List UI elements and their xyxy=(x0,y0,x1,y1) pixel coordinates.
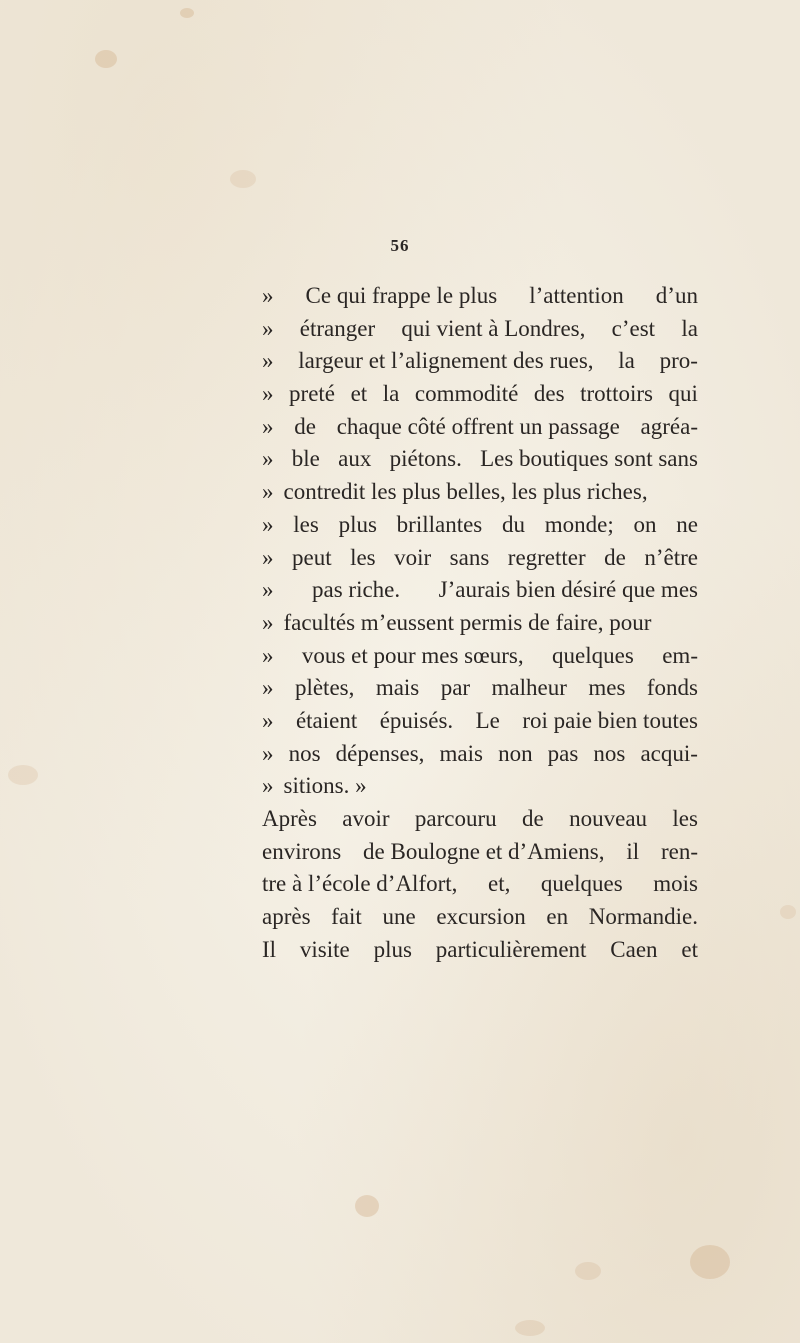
word: la xyxy=(681,315,698,341)
quote-marker: » xyxy=(262,609,274,635)
text-line xyxy=(262,574,698,607)
quote-marker: » xyxy=(262,544,274,570)
word: Normandie. xyxy=(588,904,698,930)
word: d’un xyxy=(655,283,698,308)
quote-marker: » xyxy=(262,413,274,439)
word: étranger xyxy=(299,315,376,341)
word: de Boulogne et d’Amiens, xyxy=(363,838,605,864)
word: largeur et l’alignement des rues, xyxy=(298,348,594,374)
text-line xyxy=(262,934,698,967)
word: regretter xyxy=(507,544,586,570)
quote-marker: » xyxy=(262,381,274,407)
word: roi paie bien toutes xyxy=(522,707,698,733)
foxing-stain xyxy=(8,765,38,785)
word: Il xyxy=(262,936,277,962)
word: voir xyxy=(394,544,432,570)
word: la xyxy=(382,381,400,407)
quote-marker: » xyxy=(262,675,274,701)
word: après xyxy=(262,904,311,930)
text-line xyxy=(262,868,698,901)
word: nos xyxy=(288,740,321,766)
word: visite xyxy=(299,936,350,962)
word: étaient xyxy=(295,707,358,733)
word: la xyxy=(618,348,635,374)
word: du xyxy=(502,511,525,537)
word: agréa- xyxy=(640,413,698,439)
foxing-stain xyxy=(780,905,796,919)
word: J’aurais bien désiré que mes xyxy=(438,577,698,603)
word: de xyxy=(522,806,544,831)
text-line xyxy=(262,803,698,836)
word: quelques xyxy=(552,642,634,668)
word: aux xyxy=(338,446,372,472)
word: malheur xyxy=(491,675,567,701)
word: les xyxy=(293,511,319,537)
foxing-stain xyxy=(690,1245,730,1279)
foxing-stain xyxy=(95,50,117,68)
text-line xyxy=(262,280,698,313)
quote-marker: » xyxy=(262,740,274,766)
word: commodité xyxy=(414,381,519,407)
word: Les boutiques sont sans xyxy=(480,446,698,472)
text-line xyxy=(262,738,698,771)
word: excursion xyxy=(436,904,526,930)
word: facultés m’eussent permis de faire, pour xyxy=(283,609,652,635)
word: ne xyxy=(676,511,698,537)
word: nouveau xyxy=(569,806,648,831)
word: Le xyxy=(475,707,500,733)
word: em- xyxy=(662,642,698,668)
word: plus xyxy=(373,936,412,962)
word: ren- xyxy=(660,838,698,864)
text-line xyxy=(262,378,698,411)
word: acqui- xyxy=(640,740,698,766)
word: non xyxy=(498,740,533,766)
word: monde; xyxy=(544,511,614,537)
word: particulièrement xyxy=(435,936,587,962)
text-line xyxy=(262,443,698,476)
word: pas xyxy=(547,740,579,766)
quote-marker: » xyxy=(262,348,274,374)
text-line xyxy=(262,607,698,640)
word: trottoirs xyxy=(580,381,653,407)
word: et xyxy=(681,936,698,962)
word: vous et pour mes sœurs, xyxy=(301,642,524,668)
foxing-stain xyxy=(575,1262,601,1280)
word: mes xyxy=(588,675,626,701)
word: en xyxy=(546,904,569,930)
text-line xyxy=(262,509,698,542)
quote-marker: » xyxy=(262,511,274,537)
quote-marker: » xyxy=(262,642,274,668)
word: de xyxy=(604,544,626,570)
word: piétons. xyxy=(389,446,462,472)
word: environs xyxy=(262,838,342,864)
word: parcouru xyxy=(414,806,497,831)
word: Caen xyxy=(610,936,658,962)
quote-marker: » xyxy=(262,773,274,799)
word: sitions. » xyxy=(283,773,367,799)
body-text xyxy=(262,280,698,966)
word: fonds xyxy=(646,675,698,701)
word: contredit les plus belles, les plus riches, xyxy=(283,479,648,505)
word: plus xyxy=(338,511,377,537)
text-line xyxy=(262,672,698,705)
text-line xyxy=(262,542,698,575)
foxing-stain xyxy=(180,8,194,18)
word: une xyxy=(382,904,416,930)
foxing-stain xyxy=(515,1320,545,1336)
text-line xyxy=(262,476,698,509)
quote-marker: » xyxy=(262,315,274,341)
word: Ce qui frappe le plus xyxy=(305,283,498,308)
word: Après xyxy=(262,806,317,831)
word: l’attention xyxy=(529,283,624,308)
word: et xyxy=(350,381,368,407)
word: plètes, xyxy=(294,675,355,701)
word: par xyxy=(440,675,471,701)
word: de xyxy=(294,413,316,439)
quote-marker: » xyxy=(262,707,274,733)
word: nos xyxy=(593,740,626,766)
word: et, xyxy=(487,871,511,897)
word: ble xyxy=(291,446,320,472)
word: qui vient à Londres, xyxy=(401,315,586,341)
quote-marker: » xyxy=(262,283,274,308)
text-line xyxy=(262,411,698,444)
word: les xyxy=(672,806,698,831)
word: des xyxy=(533,381,565,407)
foxing-stain xyxy=(355,1195,379,1217)
word: il xyxy=(626,838,640,864)
word: n’être xyxy=(644,544,698,570)
text-line xyxy=(262,901,698,934)
word: fait xyxy=(331,904,362,930)
word: les xyxy=(350,544,376,570)
word: pro- xyxy=(659,348,698,374)
word: dépenses, xyxy=(335,740,425,766)
word: qui xyxy=(668,381,698,407)
word: mais xyxy=(375,675,420,701)
text-line xyxy=(262,836,698,869)
word: pas riche. xyxy=(312,577,401,603)
word: preté xyxy=(289,381,336,407)
word: avoir xyxy=(342,806,390,831)
quote-marker: » xyxy=(262,446,274,472)
text-line xyxy=(262,345,698,378)
word: tre à l’école d’Alfort, xyxy=(262,871,458,897)
word: mais xyxy=(439,740,483,766)
word: on xyxy=(633,511,657,537)
word: c’est xyxy=(611,315,656,341)
quote-marker: » xyxy=(262,479,274,505)
text-line xyxy=(262,313,698,346)
word: mois xyxy=(653,871,698,897)
word: chaque côté offrent un passage xyxy=(336,413,620,439)
text-line xyxy=(262,705,698,738)
word: brillantes xyxy=(396,511,483,537)
text-line xyxy=(262,770,698,803)
text-line xyxy=(262,640,698,673)
page-number: 56 xyxy=(390,236,410,255)
word: quelques xyxy=(540,871,623,897)
word: épuisés. xyxy=(379,707,454,733)
word: sans xyxy=(449,544,490,570)
quote-marker: » xyxy=(262,577,274,603)
word: peut xyxy=(291,544,332,570)
foxing-stain xyxy=(230,170,256,188)
